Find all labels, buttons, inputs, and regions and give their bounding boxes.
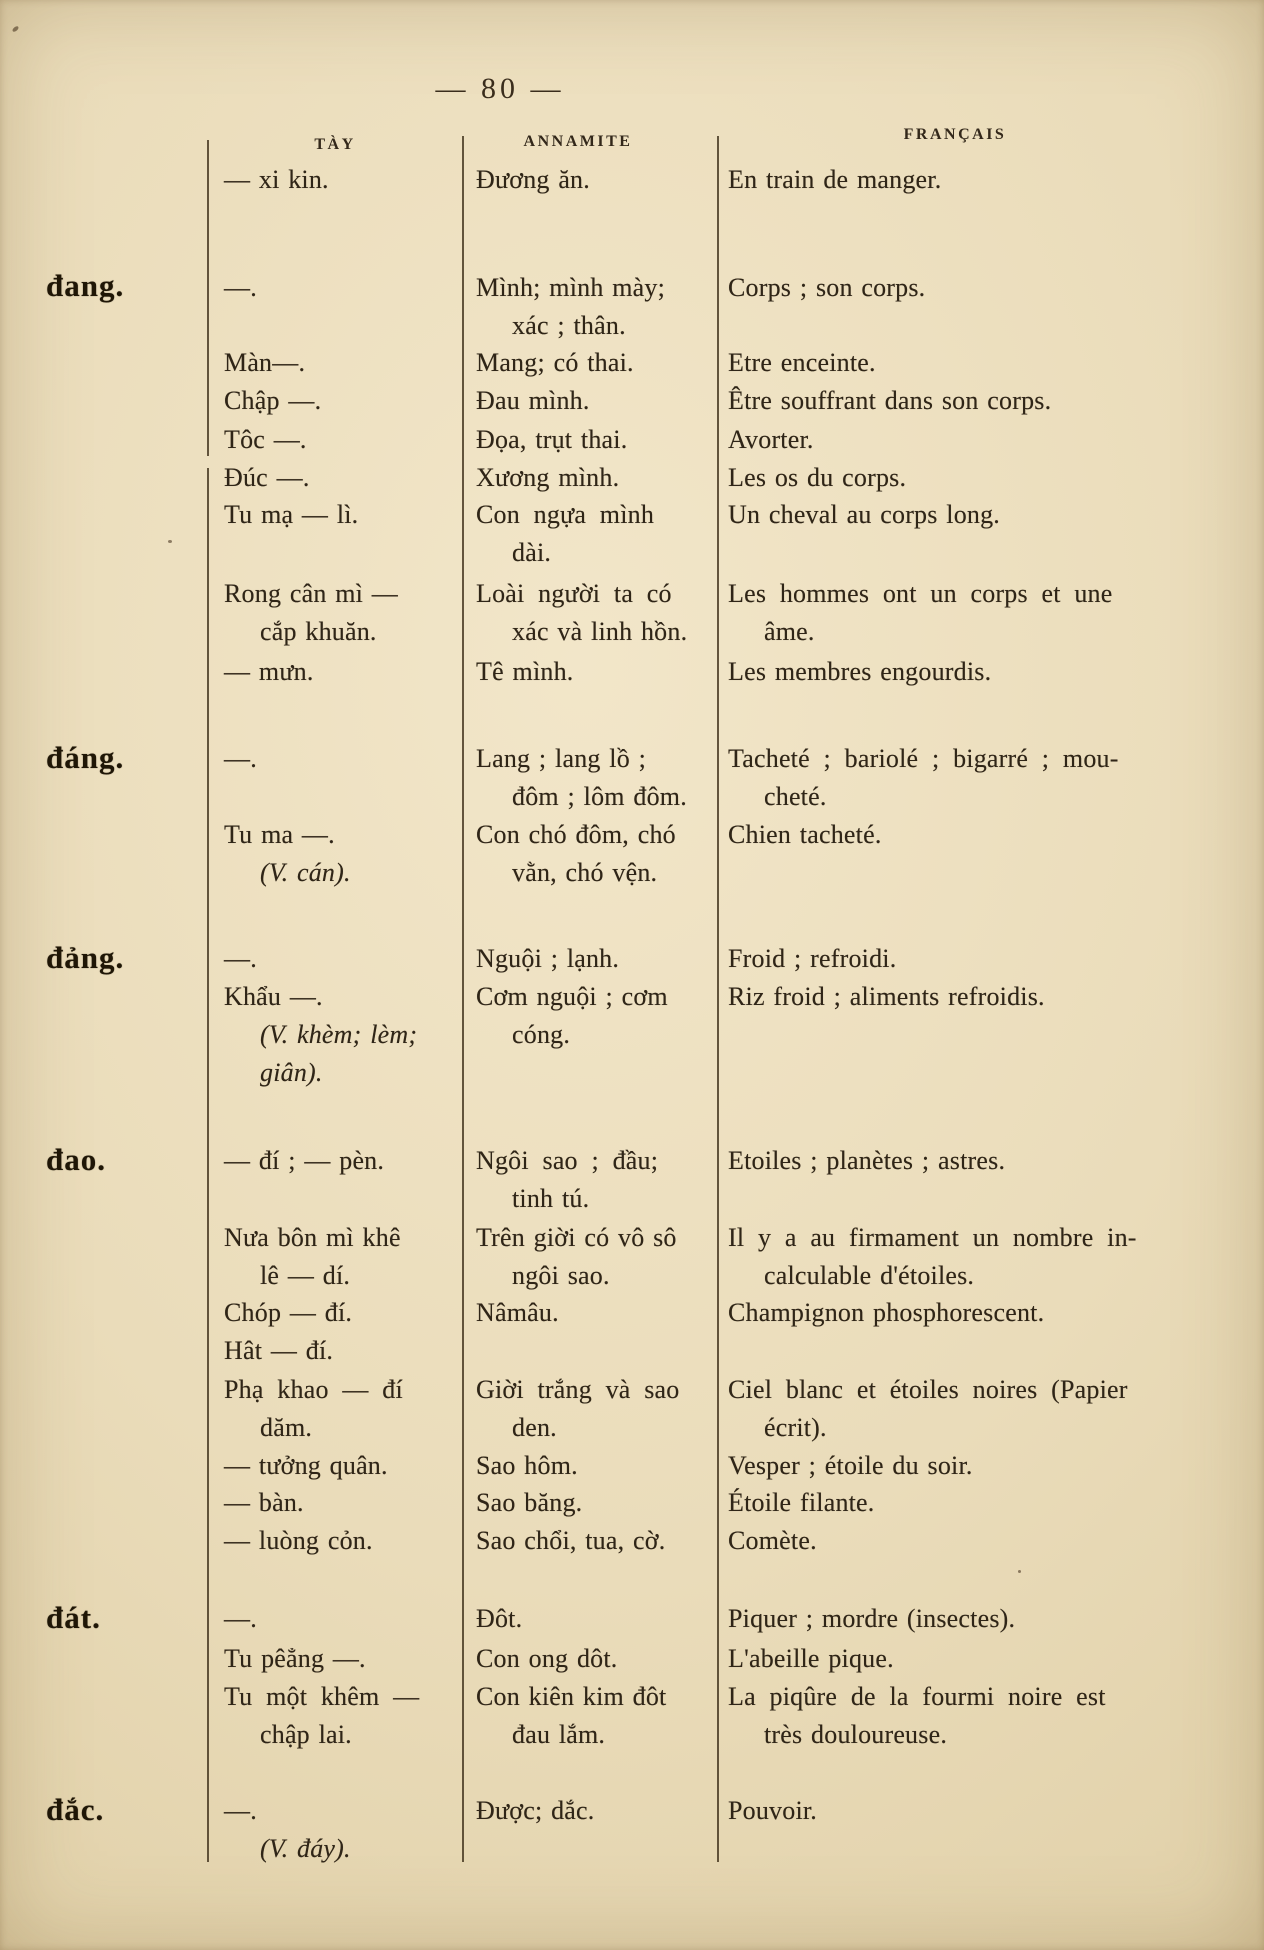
text-line: Froid ; refroidi. (728, 944, 897, 973)
tay-cell (224, 1792, 464, 1868)
tay-cell (224, 459, 464, 497)
annamite-cell (476, 940, 718, 978)
annamite-cell (476, 1522, 718, 1560)
tay-cell (224, 344, 464, 382)
tay-cell (224, 816, 464, 892)
text-line: Vesper ; étoile du soir. (728, 1451, 973, 1480)
text-line: Chập —. (224, 386, 322, 415)
text-line: chập lai. (260, 1720, 352, 1749)
text-line: Con chó đôm, chó (476, 820, 676, 849)
francais-cell (728, 740, 1240, 816)
text-line: Tu mạ — lì. (224, 500, 359, 529)
text-line: Étoile filante. (728, 1488, 875, 1517)
text-line: Con ngựa mình (476, 500, 655, 529)
text-line: cheté. (764, 782, 827, 811)
francais-cell (728, 1792, 1240, 1830)
francais-cell (728, 1447, 1240, 1485)
annamite-cell (476, 269, 718, 345)
francais-cell (728, 459, 1240, 497)
page-number: — 80 — (435, 72, 565, 105)
text-line: Nưa bôn mì khê (224, 1223, 401, 1252)
column-rule-1a (207, 140, 209, 456)
annamite-cell (476, 1678, 718, 1754)
francais-cell (728, 816, 1240, 854)
francais-cell (728, 653, 1240, 691)
tay-cell (224, 1600, 464, 1638)
annamite-cell (476, 496, 718, 572)
text-line: Tôc —. (224, 425, 307, 454)
text-line: dăm. (260, 1413, 313, 1442)
text-line: Đọa, trụt thai. (476, 425, 628, 454)
francais-cell (728, 344, 1240, 382)
text-line: — mưn. (224, 657, 314, 686)
francais-cell (728, 1484, 1240, 1522)
text-line: Trên giời có vô sô (476, 1223, 677, 1252)
tay-cell (224, 421, 464, 459)
text-line: (V. đáy). (260, 1834, 351, 1863)
annamite-cell (476, 1640, 718, 1678)
text-line: Les membres engourdis. (728, 657, 992, 686)
tay-cell (224, 1678, 464, 1754)
tay-cell (224, 1447, 464, 1485)
column-rule-1b (207, 468, 209, 1862)
annamite-cell (476, 382, 718, 420)
text-line: Tu một khêm — (224, 1682, 420, 1711)
text-line: Ciel blanc et étoiles noires (Papier (728, 1375, 1128, 1404)
text-line: ngôi sao. (512, 1261, 610, 1290)
text-line: —. (224, 944, 257, 973)
tay-cell (224, 1219, 464, 1295)
tay-cell (224, 978, 464, 1092)
text-line: tinh tú. (512, 1184, 590, 1213)
text-line: Loài người ta có (476, 579, 672, 608)
tay-cell (224, 1142, 464, 1180)
text-line: xác và linh hồn. (512, 617, 688, 646)
headword: đang. (46, 268, 125, 303)
text-line: Phạ khao — đí (224, 1375, 403, 1404)
tay-cell (224, 653, 464, 691)
annamite-cell (476, 1371, 718, 1447)
text-line: Đau mình. (476, 386, 590, 415)
headword: đao. (46, 1142, 106, 1177)
text-line: vằn, chó vện. (512, 858, 658, 887)
text-line: den. (512, 1413, 557, 1442)
text-line: Les os du corps. (728, 463, 907, 492)
francais-cell (728, 496, 1240, 534)
francais-cell (728, 269, 1240, 307)
francais-cell (728, 978, 1240, 1016)
text-line: —. (224, 1796, 257, 1825)
text-line: L'abeille pique. (728, 1644, 894, 1673)
annamite-cell (476, 1142, 718, 1218)
francais-cell (728, 382, 1240, 420)
francais-cell (728, 1640, 1240, 1678)
headword: đáng. (46, 740, 125, 775)
annamite-cell (476, 740, 718, 816)
text-line: Đương ăn. (476, 165, 590, 194)
text-line: Mình; mình mày; (476, 273, 665, 302)
text-line: — xi kin. (224, 165, 329, 194)
paper-speck (168, 540, 172, 543)
text-line: — đí ; — pèn. (224, 1146, 385, 1175)
francais-cell (728, 1371, 1240, 1447)
text-line: —. (224, 1604, 257, 1633)
headword: đát. (46, 1600, 101, 1635)
francais-cell (728, 1600, 1240, 1638)
tay-cell (224, 161, 464, 199)
text-line: Les hommes ont un corps et une (728, 579, 1113, 608)
text-line: Sao chổi, tua, cờ. (476, 1526, 666, 1555)
annamite-cell (476, 1219, 718, 1295)
text-line: đôm ; lôm đôm. (512, 782, 687, 811)
francais-cell (728, 940, 1240, 978)
text-line: Rong cân mì — (224, 579, 398, 608)
text-line: Chóp — đí. (224, 1298, 353, 1327)
tay-cell (224, 740, 464, 778)
annamite-cell (476, 978, 718, 1054)
annamite-cell (476, 816, 718, 892)
text-line: Chien tacheté. (728, 820, 882, 849)
text-line: Un cheval au corps long. (728, 500, 1001, 529)
text-line: xác ; thân. (512, 311, 626, 340)
francais-cell (728, 1678, 1240, 1754)
text-line: Etoiles ; planètes ; astres. (728, 1146, 1006, 1175)
text-line: (V. khèm; lèm; (260, 1020, 418, 1049)
column-header-francais: FRANÇAIS (903, 126, 1007, 143)
text-line: Nguội ; lạnh. (476, 944, 620, 973)
francais-cell (728, 421, 1240, 459)
text-line: Được; dắc. (476, 1796, 595, 1825)
text-line: âme. (764, 617, 815, 646)
tay-cell (224, 1371, 464, 1447)
text-line: Mang; có thai. (476, 348, 634, 377)
text-line: — bàn. (224, 1488, 304, 1517)
annamite-cell (476, 161, 718, 199)
annamite-cell (476, 459, 718, 497)
text-line: Etre enceinte. (728, 348, 876, 377)
tay-cell (224, 496, 464, 534)
annamite-cell (476, 653, 718, 691)
text-line: Lang ; lang lồ ; (476, 744, 647, 773)
text-line: đau lắm. (512, 1720, 606, 1749)
text-line: Sao hôm. (476, 1451, 578, 1480)
annamite-cell (476, 421, 718, 459)
text-line: Tacheté ; bariolé ; bigarré ; mou- (728, 744, 1119, 773)
text-line: Hât — đí. (224, 1336, 334, 1365)
text-line: — luòng cỏn. (224, 1526, 373, 1555)
tay-cell (224, 382, 464, 420)
francais-cell (728, 1294, 1240, 1332)
tay-cell (224, 1332, 464, 1370)
text-line: Tê mình. (476, 657, 574, 686)
francais-cell (728, 1219, 1240, 1295)
francais-cell (728, 1522, 1240, 1560)
text-line: Tu pêẳng —. (224, 1644, 366, 1673)
annamite-cell (476, 1447, 718, 1485)
francais-cell (728, 1142, 1240, 1180)
tay-cell (224, 269, 464, 307)
headword: đắc. (46, 1792, 105, 1827)
text-line: Piquer ; mordre (insectes). (728, 1604, 1016, 1633)
text-line: —. (224, 273, 257, 302)
text-line: Tu ma —. (224, 820, 335, 849)
text-line: calculable d'étoiles. (764, 1261, 975, 1290)
text-line: Màn—. (224, 348, 306, 377)
annamite-cell (476, 344, 718, 382)
headword: đảng. (46, 940, 125, 975)
text-line: — tưởng quân. (224, 1451, 388, 1480)
text-line: Être souffrant dans son corps. (728, 386, 1052, 415)
francais-cell (728, 575, 1240, 651)
francais-cell (728, 161, 1240, 199)
text-line: Giời trắng và sao (476, 1375, 680, 1404)
text-line: Ngôi sao ; đầu; (476, 1146, 659, 1175)
text-line: Sao băng. (476, 1488, 583, 1517)
annamite-cell (476, 1600, 718, 1638)
text-line: Nâmâu. (476, 1298, 559, 1327)
tay-cell (224, 575, 464, 651)
text-line: Xương mình. (476, 463, 620, 492)
annamite-cell (476, 1792, 718, 1830)
tay-cell (224, 1294, 464, 1332)
text-line: Riz froid ; aliments refroidis. (728, 982, 1045, 1011)
text-line: Champignon phosphorescent. (728, 1298, 1045, 1327)
text-line: écrit). (764, 1413, 827, 1442)
paper-speck (1018, 1570, 1021, 1573)
text-line: Il y a au firmament un nombre in- (728, 1223, 1137, 1252)
tay-cell (224, 1484, 464, 1522)
column-header-tay: TÀY (314, 136, 356, 153)
text-line: Khẩu —. (224, 982, 323, 1011)
text-line: Đúc —. (224, 463, 310, 492)
text-line: giân). (260, 1058, 323, 1087)
text-line: La piqûre de la fourmi noire est (728, 1682, 1106, 1711)
tay-cell (224, 1522, 464, 1560)
tay-cell (224, 940, 464, 978)
paper-speck (12, 25, 20, 33)
annamite-cell (476, 575, 718, 651)
text-line: Comète. (728, 1526, 817, 1555)
text-line: (V. cán). (260, 858, 351, 887)
annamite-cell (476, 1294, 718, 1332)
text-line: —. (224, 744, 257, 773)
text-line: Đôt. (476, 1604, 523, 1633)
annamite-cell (476, 1484, 718, 1522)
text-line: Avorter. (728, 425, 814, 454)
tay-cell (224, 1640, 464, 1678)
text-line: dài. (512, 538, 552, 567)
text-line: cắp khuăn. (260, 617, 377, 646)
text-line: lê — dí. (260, 1261, 351, 1290)
text-line: Corps ; son corps. (728, 273, 926, 302)
text-line: Cơm nguội ; cơm (476, 982, 668, 1011)
text-line: très douloureuse. (764, 1720, 948, 1749)
text-line: Con ong dôt. (476, 1644, 618, 1673)
column-header-annamite: ANNAMITE (523, 133, 633, 150)
text-line: En train de manger. (728, 165, 942, 194)
text-line: Con kiên kim đôt (476, 1682, 667, 1711)
text-line: Pouvoir. (728, 1796, 818, 1825)
text-line: cóng. (512, 1020, 571, 1049)
